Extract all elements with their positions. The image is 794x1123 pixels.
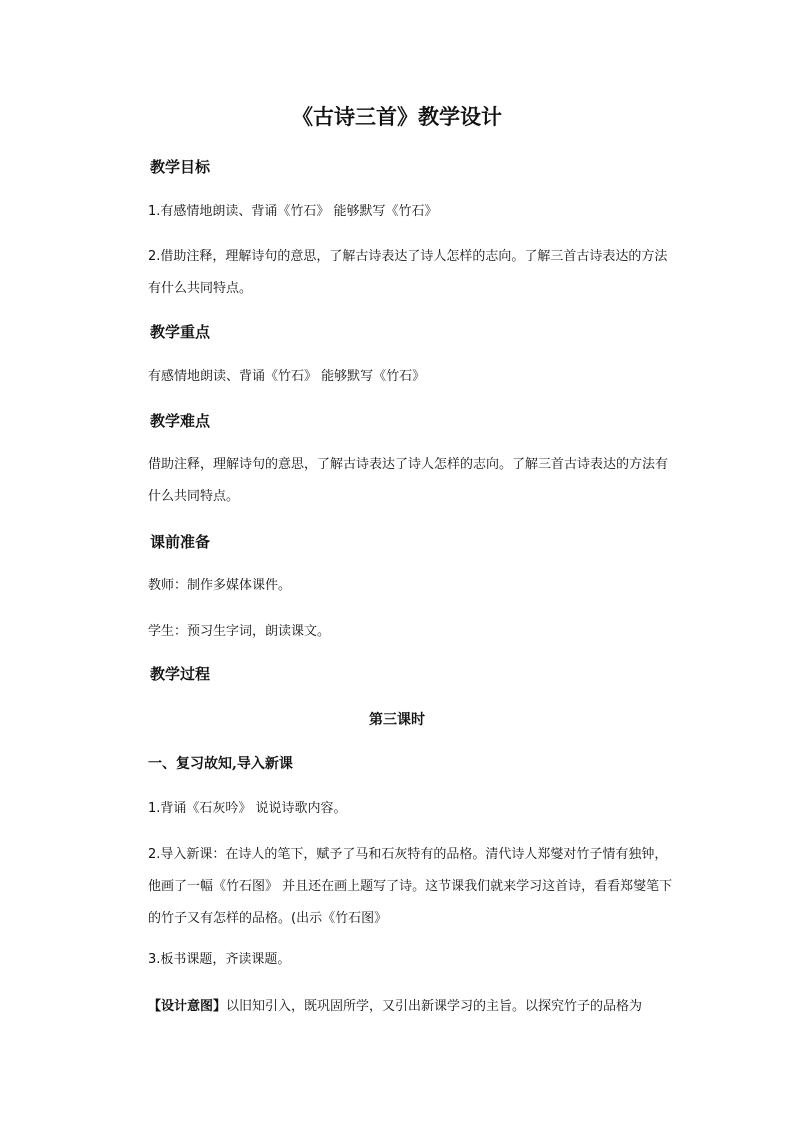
preparation-teacher: 教师：制作多媒体课件。	[148, 578, 292, 593]
difficulties-text: 借助注释，理解诗句的意思，了解古诗表达了诗人怎样的志向。了解三首古诗表达的方法有什么共同特点。	[148, 457, 669, 504]
step-1-item-1: 1.背诵《石灰吟》 说说诗歌内容。	[148, 801, 347, 816]
key-points-text: 有感情地朗读、背诵《竹石》 能够默写《竹石》	[148, 369, 426, 384]
section-heading-key-points: 教学重点	[150, 323, 211, 341]
objective-item-1: 1.有感情地朗读、背诵《竹石》 能够默写《竹石》	[148, 204, 438, 219]
objective-item-2: 2.借助注释，理解诗句的意思，了解古诗表达了诗人怎样的志向。了解三首古诗表达的方法有什么共同特点。	[148, 249, 668, 296]
design-intent-text: 以旧知引入，既巩固所学，又引出新课学习的主旨。以探究竹子的品格为	[226, 999, 643, 1014]
step-1-title: 一、复习故知,导入新课	[148, 756, 293, 772]
design-intent	[148, 991, 675, 1023]
section-heading-process: 教学过程	[150, 665, 211, 683]
step-1-item-2: 2.导入新课：在诗人的笔下，赋予了马和石灰特有的品格。清代诗人郑燮对竹子情有独钟，他画了一幅《竹石图》 并且还在画上题写了诗。这节课我们就来学习这首诗，看看郑燮笔下的竹子又有怎样的品格。(出示《竹石图》	[148, 847, 673, 926]
section-heading-objectives: 教学目标	[150, 158, 211, 176]
step-1-item-3: 3.板书课题，齐读课题。	[148, 952, 291, 967]
section-heading-preparation: 课前准备	[150, 533, 211, 551]
preparation-student: 学生：预习生字词，朗读课文。	[148, 624, 331, 639]
section-heading-difficulties: 教学难点	[150, 412, 211, 430]
lesson-title: 第三课时	[369, 712, 425, 728]
design-intent-label: 【设计意图】	[148, 999, 227, 1014]
document-title: 《古诗三首》教学设计	[292, 104, 502, 129]
